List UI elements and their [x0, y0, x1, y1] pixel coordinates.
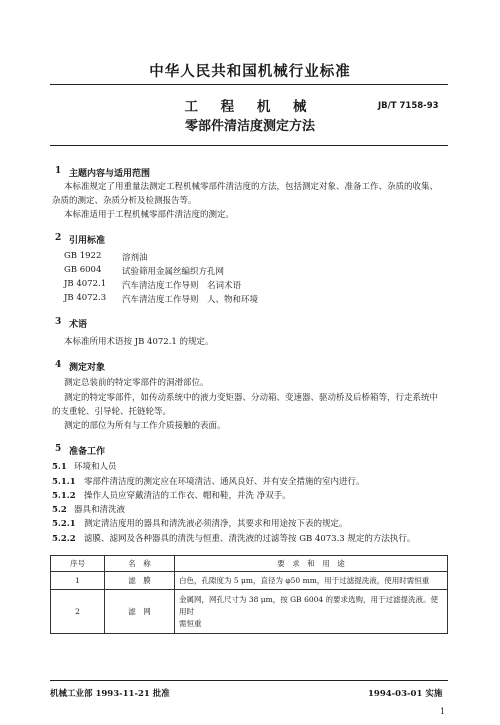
- item-requirement-line: 白色，孔隙度为 5 μm，直径为 φ50 mm，用于过滤提洗液，使用时需恒重: [179, 575, 430, 585]
- table-row: [51, 590, 448, 634]
- reference-name: 试验筛用金属丝编织方孔网: [122, 267, 225, 277]
- section-5-number: 5: [55, 444, 62, 454]
- clause-5-2-1-text: 测定清洁度用的器具和清洗液必须清净，其要求和用途按下表的规定。: [84, 519, 348, 529]
- clause-5-1-1-text: 零部件清洁度的测定应在环境清洁、通风良好、并有安全措施的室内进行。: [84, 477, 365, 487]
- clause-5-1-title: 环境和人员: [74, 462, 117, 472]
- section-4-number: 4: [55, 360, 62, 370]
- item-requirement: [175, 572, 448, 590]
- item-name: 滤 膜: [105, 572, 175, 590]
- section-4-paragraph-2-line-2: 的支重轮、引导轮、托链轮等。: [52, 407, 172, 417]
- section-2-number: 2: [55, 233, 62, 243]
- item-name: 滤 网: [105, 590, 175, 634]
- clause-5-2-title: 器具和清洗液: [74, 505, 126, 515]
- clause-5-2-number: 5.2: [52, 505, 67, 515]
- section-4-paragraph-2-line-1: 测定的特定零部件，如传动系统中的液力变矩器、分动箱、变速器、驱动桥及后桥箱等，行走系统中: [64, 393, 439, 403]
- implementation-date: 1994-03-01 实施: [368, 689, 443, 699]
- row-number: 1: [51, 572, 105, 590]
- section-2-title: 引用标准: [69, 236, 106, 246]
- clause-5-2-2-number: 5.2.2: [52, 534, 76, 544]
- page-number: 1: [440, 707, 446, 716]
- reference-name: 汽车清洁度工作导则 名词术语: [122, 281, 242, 291]
- reference-code: GB 6004: [64, 265, 102, 275]
- footer-rule: [50, 680, 448, 681]
- clause-5-1-2-number: 5.1.2: [52, 491, 76, 501]
- section-1-paragraph-1-line-2: 杂质的测定、杂质分析及检测报告等。: [52, 196, 197, 206]
- reference-code: GB 1922: [64, 251, 102, 261]
- reference-name: 溶剂油: [122, 253, 148, 263]
- item-requirement-line: 金属网，网孔尺寸为 38 μm，按 GB 6004 的要求选购，用于过滤提洗液。使用时: [179, 594, 439, 616]
- section-4-paragraph-1: 测定总装前的特定零部件的洞滑部位。: [64, 378, 209, 388]
- section-1-title: 主题内容与适用范围: [69, 169, 151, 179]
- standard-title-line1: 工 程 机 械: [184, 99, 316, 115]
- section-3-paragraph: 本标准所用术语按 JB 4072.1 的规定。: [64, 337, 214, 347]
- reference-code: JB 4072.1: [64, 279, 107, 289]
- section-4-title: 测定对象: [69, 363, 106, 373]
- column-header-name: 名 称: [105, 556, 175, 572]
- section-1-paragraph-2: 本标准适用于工程机械零部件清洁度的测定。: [64, 210, 235, 220]
- industry-standard-title: 中华人民共和国机械行业标准: [149, 63, 351, 80]
- column-header-no: 序号: [51, 556, 105, 572]
- reference-name: 汽车清洁度工作导则 人、物和环境: [122, 295, 259, 305]
- approval-date: 机械工业部 1993-11-21 批准: [50, 689, 170, 699]
- section-1-number: 1: [55, 166, 62, 176]
- item-requirement: [175, 590, 448, 634]
- item-requirement-line: 需恒重: [179, 618, 202, 628]
- requirements-table: [50, 555, 448, 634]
- column-header-requirements: 要 求 和 用 途: [175, 556, 448, 572]
- table-header-row: [51, 556, 448, 572]
- title-rule: [50, 145, 448, 146]
- section-3-title: 术语: [69, 320, 88, 330]
- clause-5-2-2-text: 滤膜、滤网及各种器具的清洗与恒重、清洗液的过滤等按 GB 4073.3 规定的方法执行。: [84, 534, 416, 544]
- table-row: [51, 572, 448, 590]
- reference-code: JB 4072.3: [64, 293, 107, 303]
- section-5-title: 准备工作: [69, 447, 106, 457]
- section-4-paragraph-3: 测定的部位为所有与工作介质接触的表面。: [64, 421, 226, 431]
- section-3-number: 3: [55, 317, 62, 327]
- clause-5-1-2-text: 操作人员应穿戴清洁的工作衣、帽和鞋，并洗 净双手。: [84, 491, 291, 501]
- header-rule: [50, 84, 448, 85]
- standard-code: JB/T 7158-93: [378, 101, 439, 111]
- section-1-paragraph-1-line-1: 本标准规定了用重量法测定工程机械零部件清洁度的方法，包括测定对象、准备工作、杂质的收集、: [64, 182, 439, 192]
- standard-title-line2: 零部件清洁度测定方法: [184, 119, 315, 134]
- clause-5-2-1-number: 5.2.1: [52, 519, 76, 529]
- clause-5-1-number: 5.1: [52, 462, 67, 472]
- row-number: 2: [51, 590, 105, 634]
- clause-5-1-1-number: 5.1.1: [52, 477, 76, 487]
